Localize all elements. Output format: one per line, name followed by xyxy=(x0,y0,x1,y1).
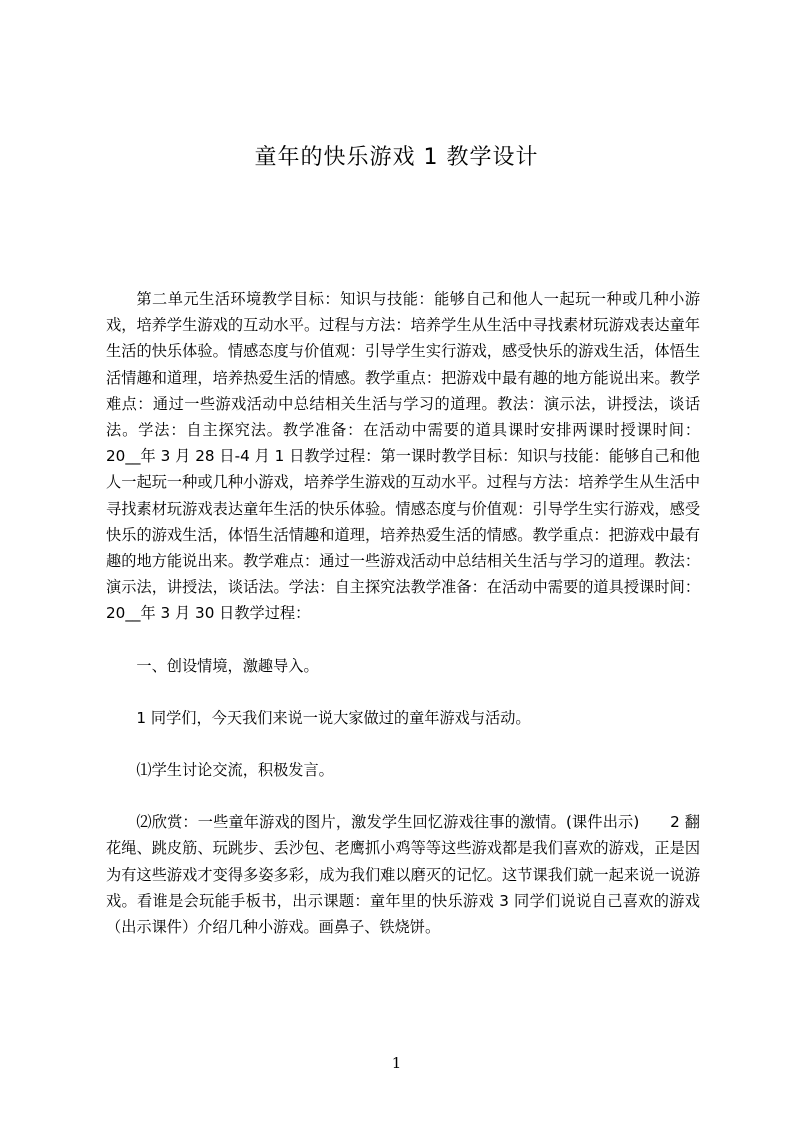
paragraph-step-1: 1 同学们，今天我们来说一说大家做过的童年游戏与活动。 xyxy=(136,708,531,727)
document-title: 童年的快乐游戏 1 教学设计 xyxy=(254,145,539,170)
document-body xyxy=(106,286,700,940)
paragraph-section-heading: 一、创设情境，激趣导入。 xyxy=(136,656,319,675)
paragraph-step-1-2: ⑵欣赏：一些童年游戏的图片，激发学生回忆游戏往事的激情。(课件出示) 2 翻花绳、跳皮筋、玩跳步、丢沙包、老鹰抓小鸡等等这些游戏都是我们喜欢的游戏，正是因为有这些游戏才变得多姿多彩，成为我们难以磨灭的记忆。这节课我们就一起来说一说游戏。看谁是会玩能手板书，出示课题：童年里的快乐游戏 3 同学们说说自己喜欢的游戏（出示课件）介绍几种小游戏。画鼻子、铁烧饼。 xyxy=(106,813,700,937)
page-number: 1 xyxy=(391,1054,402,1072)
paragraph-objectives: 第二单元生活环境教学目标：知识与技能：能够自己和他人一起玩一种或几种小游戏，培养学生游戏的互动水平。过程与方法：培养学生从生活中寻找素材玩游戏表达童年生活的快乐体验。情感态度与价值观：引导学生实行游戏，感受快乐的游戏生活，体悟生活情趣和道理，培养热爱生活的情感。教学重点：把游戏中最有趣的地方能说出来。教学难点：通过一些游戏活动中总结相关生活与学习的道理。教法：演示法，讲授法，谈话法。学法：自主探究法。教学准备：在活动中需要的道具课时安排两课时授课时间：20__年 3 月 28 日-4 月 1 日教学过程：第一课时教学目标：知识与技能：能够自己和他人一起玩一种或几种小游戏，培养学生游戏的互动水平。过程与方法：培养学生从生活中寻找素材玩游戏表达童年生活的快乐体验。情感态度与价值观：引导学生实行游戏，感受快乐的游戏生活，体悟生活情趣和道理，培养热爱生活的情感。教学重点：把游戏中最有趣的地方能说出来。教学难点：通过一些游戏活动中总结相关生活与学习的道理。教法：演示法，讲授法，谈话法。学法：自主探究法教学准备：在活动中需要的道具授课时间：20__年 3 月 30 日教学过程： xyxy=(106,290,700,623)
paragraph-step-1-1: ⑴学生讨论交流，积极发言。 xyxy=(136,761,334,780)
